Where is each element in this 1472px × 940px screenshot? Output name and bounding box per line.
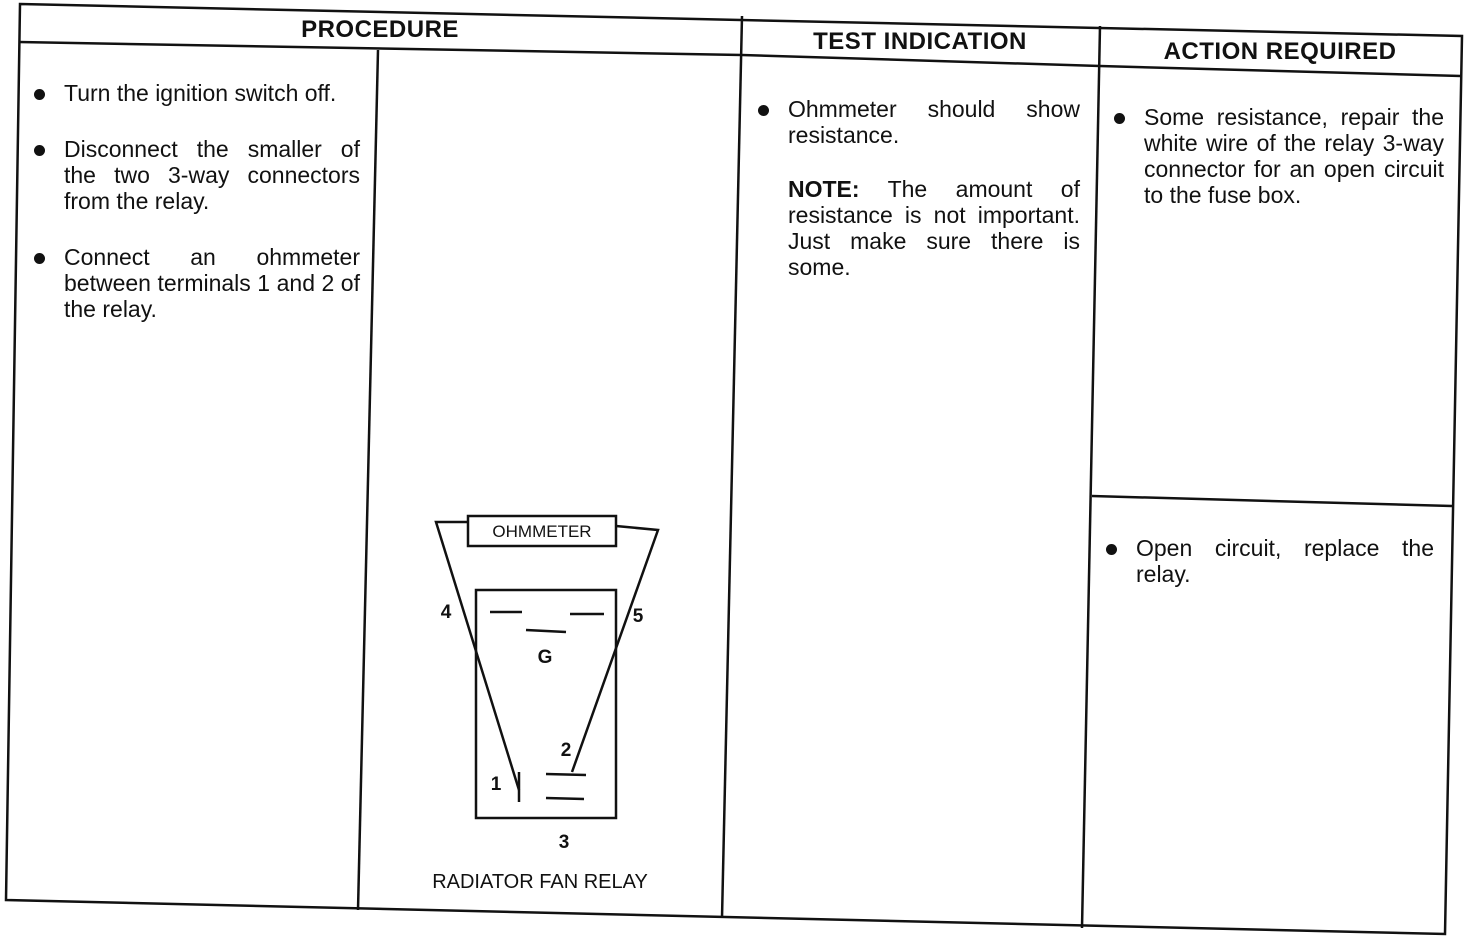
procedure-steps: [28, 80, 360, 322]
terminal-3-blade: [546, 798, 584, 799]
note-label: NOTE:: [788, 176, 860, 202]
header-procedure: PROCEDURE: [301, 16, 459, 43]
procedure-step: Connect an ohmmeter between terminals 1 and 2 of the relay.: [28, 244, 360, 322]
procedure-step: Disconnect the smaller of the two 3-way connectors from the relay.: [28, 136, 360, 214]
terminal-1-label: 1: [490, 774, 502, 795]
test-indication: [752, 96, 1080, 280]
action-open-circuit: [1100, 535, 1434, 587]
test-indication-bullet: Ohmmeter should show resistance.: [752, 96, 1080, 148]
terminal-3-label: 3: [558, 832, 570, 853]
note-block: [752, 176, 1080, 280]
action-item: Open circuit, replace the relay.: [1100, 535, 1434, 587]
terminal-g-blade: [526, 630, 566, 632]
header-action-required: ACTION REQUIRED: [1163, 38, 1397, 65]
note-text: The amount of resistance is not important. Just make sure there is some.: [788, 176, 1080, 280]
terminal-2-blade: [546, 774, 586, 775]
terminal-2-label: 2: [560, 740, 572, 761]
terminal-4-label: 4: [440, 602, 452, 623]
radiator-fan-relay-diagram: [380, 490, 720, 900]
ohmmeter-label: OHMMETER: [492, 522, 592, 541]
action-item: Some resistance, repair the white wire of the relay 3-way connector for an open circuit to the fuse box.: [1108, 104, 1444, 208]
header-test-indication: TEST INDICATION: [813, 28, 1027, 55]
terminal-5-label: 5: [632, 606, 644, 627]
diagram-caption: RADIATOR FAN RELAY: [432, 871, 648, 893]
action-some-resistance: [1108, 104, 1444, 208]
ohmmeter-lead-left: [436, 522, 519, 790]
terminal-g-label: G: [537, 647, 553, 668]
procedure-step: Turn the ignition switch off.: [28, 80, 360, 106]
